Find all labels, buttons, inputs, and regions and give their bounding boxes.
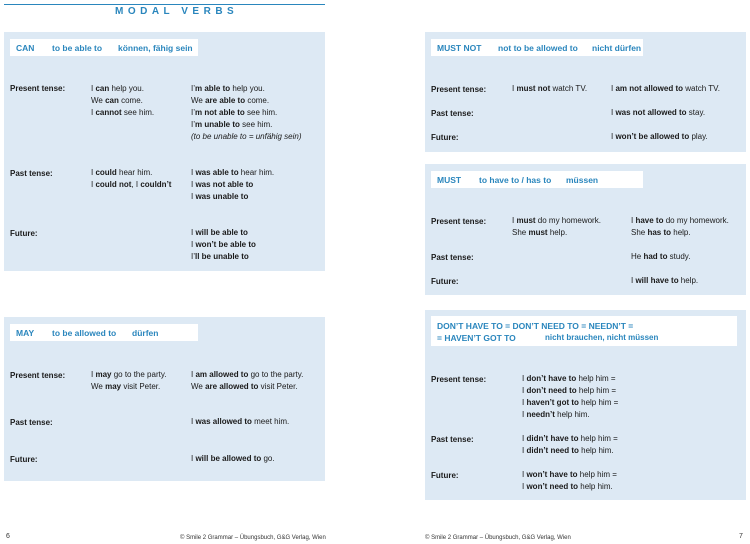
may-present-label: Present tense: xyxy=(10,371,66,380)
sentence-line xyxy=(191,95,277,107)
verb-form: can xyxy=(105,96,119,105)
verb-form: was allowed to xyxy=(195,417,252,426)
sentence-text: I xyxy=(522,434,527,443)
can-panel xyxy=(4,32,325,271)
sentence-line xyxy=(191,107,277,119)
sentence-text: I xyxy=(191,168,196,177)
must-future-b xyxy=(631,275,698,287)
sentence-text: I xyxy=(191,370,196,379)
sentence-line xyxy=(191,416,289,428)
sentence-line xyxy=(191,453,275,465)
dont-have-to-future-label: Future: xyxy=(431,471,459,480)
must-not-german: nicht dürfen xyxy=(592,43,642,53)
sentence-text: help. xyxy=(678,276,699,285)
verb-form: couldn’t xyxy=(140,180,172,189)
can-past-label: Past tense: xyxy=(10,169,53,178)
verb-form: m able to xyxy=(195,84,231,93)
verb-form: ll be unable to xyxy=(195,252,249,261)
may-future-label: Future: xyxy=(10,455,38,464)
must-header xyxy=(431,171,643,188)
may-present-b xyxy=(191,369,303,393)
sentence-text: We xyxy=(191,382,206,391)
sentence-text: I xyxy=(522,386,527,395)
page-number-left: 6 xyxy=(6,533,10,540)
may-german: dürfen xyxy=(132,328,159,338)
sentence-text: go to the party. xyxy=(111,370,167,379)
verb-form: don’t have to xyxy=(526,374,577,383)
sentence-text: help you. xyxy=(230,84,265,93)
sentence-text: I xyxy=(191,240,196,249)
dont-have-to-present-label: Present tense: xyxy=(431,375,487,384)
can-present-note: (to be unable to = unfähig sein) xyxy=(191,132,302,141)
must-german: müssen xyxy=(566,175,599,185)
sentence-text: help. xyxy=(547,228,568,237)
sentence-line xyxy=(631,215,729,227)
must-not-equivalent: not to be allowed to xyxy=(498,43,578,53)
verb-form: didn’t need to xyxy=(526,446,579,455)
may-header xyxy=(10,324,198,341)
must-not-present-label: Present tense: xyxy=(431,85,487,94)
verb-form: needn’t xyxy=(526,410,555,419)
must-not-present-a xyxy=(512,83,587,95)
verb-form: m unable to xyxy=(195,120,240,129)
sentence-text: I xyxy=(91,108,96,117)
sentence-text: I xyxy=(191,417,196,426)
sentence-text: We xyxy=(191,96,206,105)
verb-form: can xyxy=(95,84,110,93)
sentence-line xyxy=(522,445,618,457)
verb-form: was able to xyxy=(195,168,239,177)
verb-form: won’t be able to xyxy=(195,240,256,249)
sentence-line xyxy=(522,481,617,493)
sentence-line xyxy=(522,433,618,445)
verb-form: are allowed to xyxy=(205,382,259,391)
sentence-line xyxy=(91,381,166,393)
sentence-text: hear him. xyxy=(238,168,275,177)
copyright-right: © Smile 2 Grammar – Übungsbuch, G&G Verlag, Wien xyxy=(425,535,571,541)
sentence-line xyxy=(522,373,618,385)
sentence-text: I xyxy=(522,374,527,383)
must-keyword: MUST xyxy=(437,175,462,185)
sentence-line xyxy=(191,251,256,263)
sentence-text: I xyxy=(522,398,527,407)
sentence-text: see him. xyxy=(239,120,273,129)
sentence-text: watch TV. xyxy=(683,84,720,93)
must-not-future-b xyxy=(611,131,708,143)
must-not-future-label: Future: xyxy=(431,133,459,142)
may-equivalent: to be allowed to xyxy=(52,328,117,338)
must-present-b xyxy=(631,215,729,239)
must-past-label: Past tense: xyxy=(431,253,474,262)
sentence-text: I xyxy=(611,108,616,117)
sentence-text: I xyxy=(91,370,96,379)
must-present-label: Present tense: xyxy=(431,217,487,226)
verb-form: have to xyxy=(635,216,664,225)
verb-form: am allowed to xyxy=(195,370,249,379)
sentence-line xyxy=(631,251,690,263)
can-equivalent: to be able to xyxy=(52,43,103,53)
sentence-text: I’ xyxy=(191,252,195,261)
verb-form: was unable to xyxy=(195,192,249,201)
must-not-keyword: MUST NOT xyxy=(437,43,482,53)
sentence-text: I xyxy=(611,84,616,93)
can-past-a xyxy=(91,167,171,191)
sentence-text: go. xyxy=(261,454,275,463)
verb-form: was not able to xyxy=(195,180,254,189)
sentence-line xyxy=(91,95,154,107)
must-not-past-label: Past tense: xyxy=(431,109,474,118)
sentence-line xyxy=(191,119,277,131)
sentence-text: help him = xyxy=(578,398,619,407)
can-future-label: Future: xyxy=(10,229,38,238)
sentence-line xyxy=(91,83,154,95)
verb-form: will have to xyxy=(635,276,679,285)
sentence-text: She xyxy=(512,228,529,237)
may-past-label: Past tense: xyxy=(10,418,53,427)
sentence-line xyxy=(631,227,729,239)
sentence-text: do my homework. xyxy=(663,216,729,225)
sentence-text: help him. xyxy=(578,446,614,455)
can-present-b xyxy=(191,83,277,131)
can-german: können, fähig sein xyxy=(118,43,193,53)
sentence-line xyxy=(91,167,171,179)
sentence-text: visit Peter. xyxy=(121,382,161,391)
dont-have-to-head-line1: DON’T HAVE TO = DON’T NEED TO = NEEDN’T = xyxy=(437,321,634,331)
sentence-line xyxy=(191,191,274,203)
verb-form: will be able to xyxy=(195,228,248,237)
sentence-text: I xyxy=(522,470,527,479)
can-present-a xyxy=(91,83,154,119)
may-panel xyxy=(4,317,325,481)
may-past-b xyxy=(191,416,289,428)
sentence-line xyxy=(611,107,705,119)
verb-form: could xyxy=(95,168,117,177)
must-not-header xyxy=(431,39,643,56)
sentence-line xyxy=(91,369,166,381)
verb-form: won’t have to xyxy=(526,470,578,479)
sentence-line xyxy=(191,167,274,179)
may-keyword: MAY xyxy=(16,328,35,338)
dont-have-to-german: nicht brauchen, nicht müssen xyxy=(545,333,659,342)
verb-form: cannot xyxy=(95,108,122,117)
sentence-line xyxy=(611,83,720,95)
sentence-text: play. xyxy=(689,132,708,141)
must-equivalent: to have to / has to xyxy=(479,175,552,185)
must-future-label: Future: xyxy=(431,277,459,286)
sentence-text: She xyxy=(631,228,648,237)
sentence-text: I’ xyxy=(191,84,195,93)
sentence-text: help. xyxy=(671,228,691,237)
verb-form: are able to xyxy=(205,96,246,105)
sentence-text: study. xyxy=(667,252,691,261)
sentence-text: go to the party. xyxy=(248,370,304,379)
can-future-b xyxy=(191,227,256,263)
page-title: MODAL VERBS xyxy=(115,6,239,17)
dont-have-to-future xyxy=(522,469,617,493)
copyright-left: © Smile 2 Grammar – Übungsbuch, G&G Verlag, Wien xyxy=(180,535,326,541)
top-rule xyxy=(4,4,325,5)
sentence-text: help you. xyxy=(109,84,144,93)
sentence-text: watch TV. xyxy=(550,84,588,93)
verb-form: m not able to xyxy=(195,108,245,117)
may-future-b xyxy=(191,453,275,465)
verb-form: may xyxy=(105,382,122,391)
sentence-text: see him. xyxy=(244,108,278,117)
sentence-line xyxy=(191,83,277,95)
sentence-line xyxy=(522,469,617,481)
sentence-line xyxy=(91,179,171,191)
sentence-text: come. xyxy=(245,96,270,105)
dont-have-to-past xyxy=(522,433,618,457)
sentence-line xyxy=(512,215,601,227)
sentence-line xyxy=(522,385,618,397)
sentence-text: We xyxy=(91,96,106,105)
sentence-text: I xyxy=(611,132,616,141)
sentence-text: I’ xyxy=(191,108,195,117)
sentence-line xyxy=(191,179,274,191)
verb-form: haven’t got to xyxy=(526,398,579,407)
sentence-line xyxy=(631,275,698,287)
sentence-text: do my homework. xyxy=(535,216,601,225)
sentence-text: I xyxy=(512,216,517,225)
must-past-b xyxy=(631,251,690,263)
sentence-text: , I xyxy=(131,180,141,189)
verb-form: won’t be allowed to xyxy=(615,132,690,141)
sentence-text: help him = xyxy=(577,470,617,479)
sentence-text: I’ xyxy=(191,120,195,129)
dont-have-to-head-line2: = HAVEN’T GOT TO xyxy=(437,333,516,343)
sentence-text: I xyxy=(631,216,636,225)
sentence-text: I xyxy=(91,84,96,93)
sentence-line xyxy=(512,227,601,239)
verb-form: didn’t have to xyxy=(526,434,579,443)
sentence-line xyxy=(191,239,256,251)
sentence-text: I xyxy=(522,410,527,419)
sentence-text: I xyxy=(91,180,96,189)
verb-form: won’t need to xyxy=(526,482,579,491)
sentence-text: help him. xyxy=(578,482,613,491)
sentence-line xyxy=(522,397,618,409)
sentence-line xyxy=(191,369,303,381)
sentence-text: I xyxy=(191,454,196,463)
sentence-text: I xyxy=(522,482,527,491)
dont-have-to-present xyxy=(522,373,618,421)
sentence-line xyxy=(91,107,154,119)
dont-have-to-past-label: Past tense: xyxy=(431,435,474,444)
sentence-text: come. xyxy=(118,96,143,105)
sentence-line xyxy=(611,131,708,143)
sentence-text: I xyxy=(191,192,196,201)
page-number-right: 7 xyxy=(739,533,743,540)
can-keyword: CAN xyxy=(16,43,35,53)
verb-form: must xyxy=(516,216,536,225)
must-not-past-b xyxy=(611,107,705,119)
verb-form: will be allowed to xyxy=(195,454,262,463)
sentence-text: meet him. xyxy=(251,417,290,426)
sentence-text: see him. xyxy=(121,108,155,117)
can-past-b xyxy=(191,167,274,203)
sentence-text: hear him. xyxy=(116,168,153,177)
sentence-text: I xyxy=(631,276,636,285)
sentence-text: I xyxy=(512,84,517,93)
sentence-line xyxy=(191,227,256,239)
sentence-text: I xyxy=(91,168,96,177)
verb-form: must xyxy=(528,228,548,237)
sentence-line xyxy=(191,381,303,393)
must-not-present-b xyxy=(611,83,720,95)
sentence-text: He xyxy=(631,252,644,261)
sentence-text: We xyxy=(91,382,106,391)
sentence-text: help him = xyxy=(576,386,617,395)
sentence-text: I xyxy=(522,446,527,455)
sentence-line xyxy=(522,409,618,421)
sentence-line xyxy=(512,83,587,95)
may-present-a xyxy=(91,369,166,393)
can-header xyxy=(10,39,198,56)
sentence-text: help him = xyxy=(576,374,616,383)
verb-form: am not allowed to xyxy=(615,84,684,93)
sentence-text: help him = xyxy=(578,434,618,443)
sentence-text: help him. xyxy=(554,410,590,419)
verb-form: was not allowed to xyxy=(615,108,687,117)
sentence-text: I xyxy=(191,228,196,237)
sentence-text: I xyxy=(191,180,196,189)
verb-form: has to xyxy=(647,228,672,237)
can-present-label: Present tense: xyxy=(10,84,66,93)
sentence-text: stay. xyxy=(686,108,706,117)
verb-form: could not xyxy=(95,180,132,189)
verb-form: may xyxy=(95,370,112,379)
verb-form: had to xyxy=(643,252,668,261)
verb-form: must not xyxy=(516,84,551,93)
sentence-text: visit Peter. xyxy=(258,382,298,391)
must-present-a xyxy=(512,215,601,239)
verb-form: don’t need to xyxy=(526,386,577,395)
